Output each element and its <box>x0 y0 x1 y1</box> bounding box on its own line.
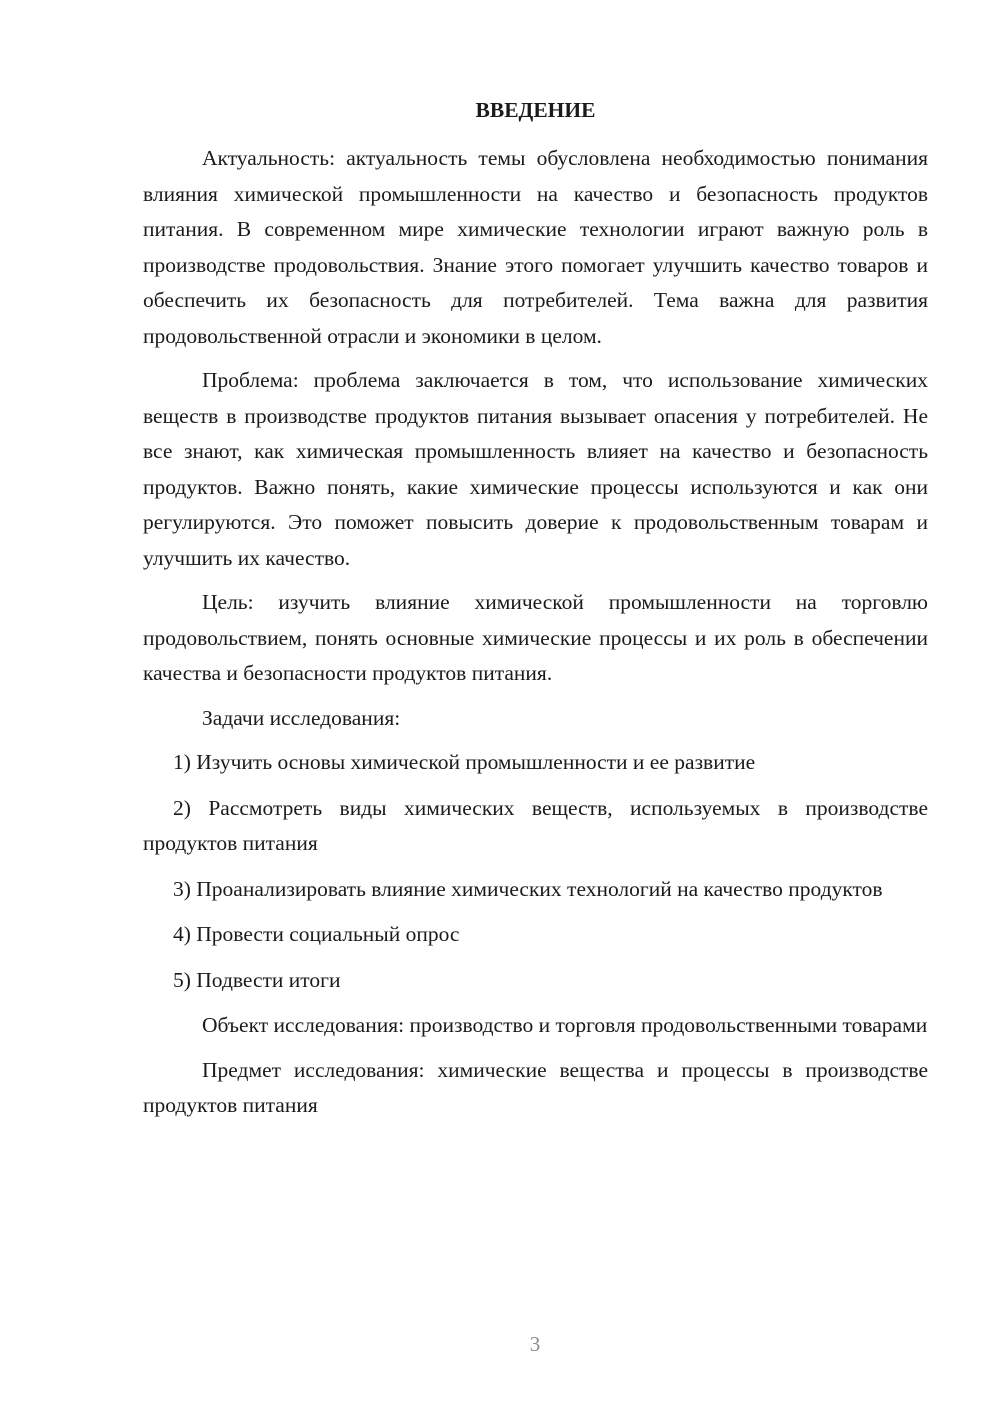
task-item-4: 4) Провести социальный опрос <box>173 922 460 946</box>
section-title: ВВЕДЕНИЕ <box>475 98 596 122</box>
tasks-heading: Задачи исследования: <box>202 705 401 730</box>
task-item-1: 1) Изучить основы химической промышленности и ее развитие <box>173 750 756 774</box>
task-item-5: 5) Подвести итоги <box>173 967 341 992</box>
task-item-2: 2) Рассмотреть виды химических веществ, используемых в производстве продуктов питания <box>143 795 928 855</box>
problem-paragraph: Проблема: проблема заключается в том, что использование химических веществ в производстве продуктов питания вызывает опасения у потребителей. Не все знают, как химическая промышленность влияет на качество и безопасность продуктов. Важно понять, какие химические процессы используются и как они регулируются. Это поможет повысить доверие к продовольственным товарам и улучшить их качество. <box>143 368 928 570</box>
goal-paragraph: Цель: изучить влияние химической промышленности на торговлю продовольствием, понять основные химические процессы и их роль в обеспечении качества и безопасности продуктов питания. <box>143 590 928 685</box>
subject-paragraph: Предмет исследования: химические вещества и процессы в производстве продуктов питания <box>143 1057 928 1117</box>
page-number: 3 <box>529 1332 541 1356</box>
object-paragraph: Объект исследования: производство и торговля продовольственными товарами <box>202 1013 928 1037</box>
document-page <box>143 90 928 1133</box>
relevance-paragraph: Актуальность: актуальность темы обусловлена необходимостью понимания влияния химической промышленности на качество и безопасность продуктов питания. В современном мире химические технологии играют важную роль в производстве продовольствия. Знание этого помогает улучшить качество товаров и обеспечить их безопасность для потребителей. Тема важна для развития продовольственной отрасли и экономики в целом. <box>143 146 928 348</box>
task-item-3: 3) Проанализировать влияние химических технологий на качество продуктов <box>173 876 883 901</box>
